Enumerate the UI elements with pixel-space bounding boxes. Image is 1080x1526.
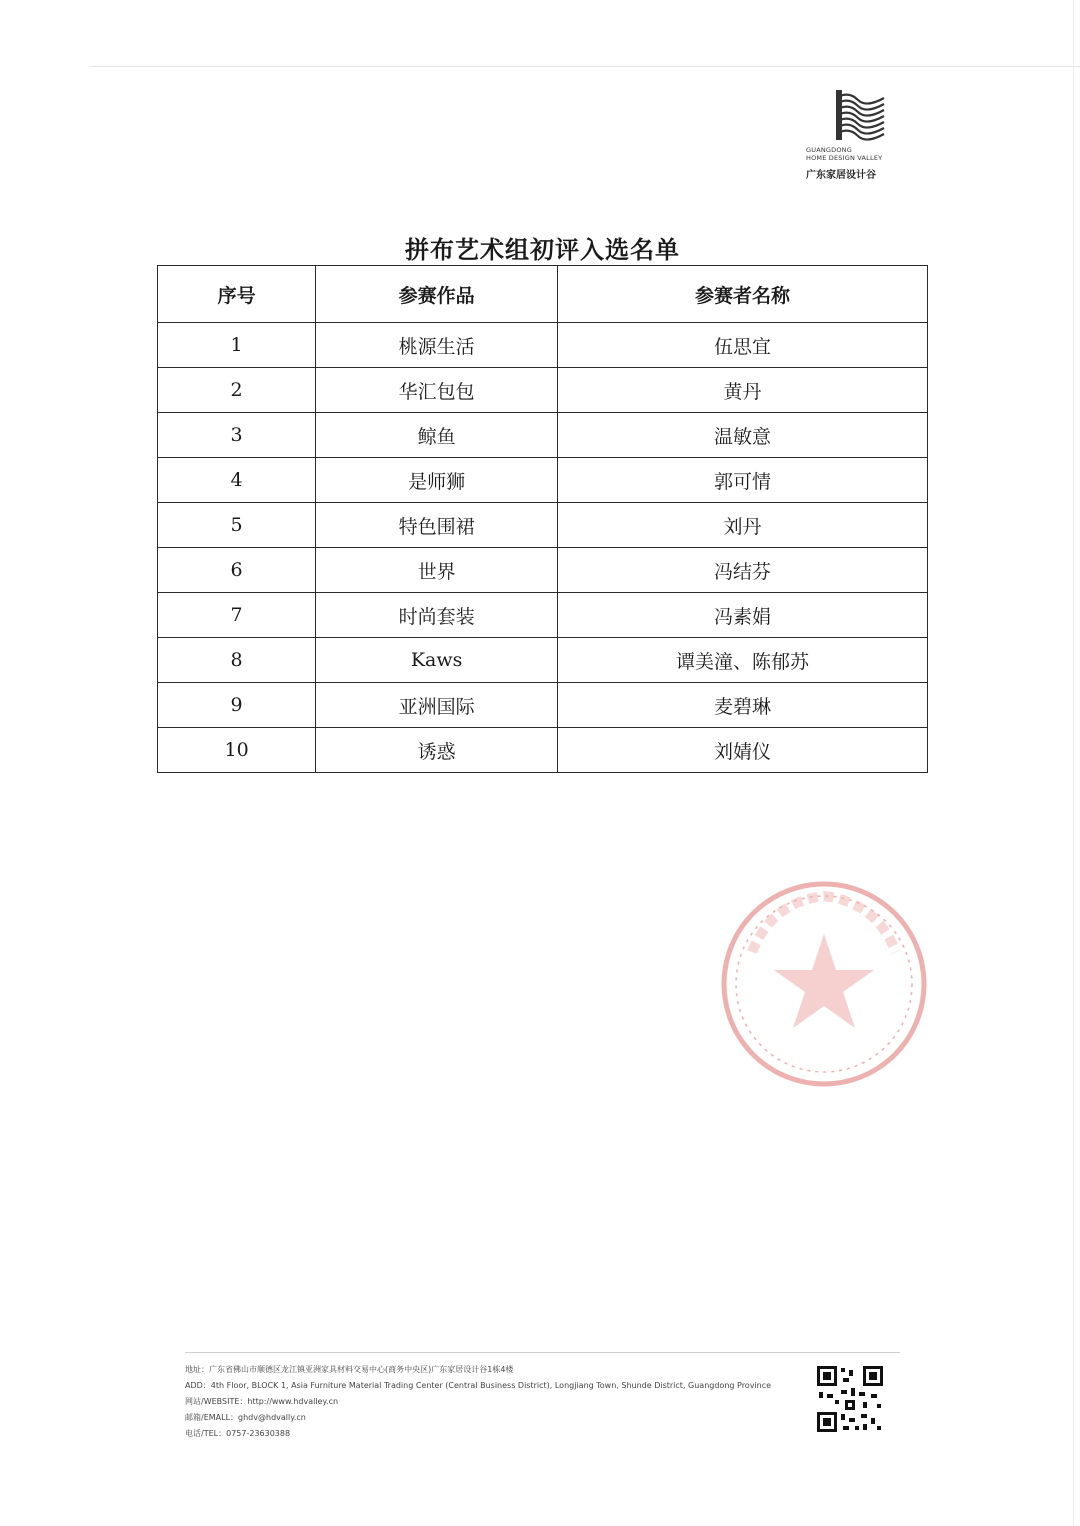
qr-code-icon (815, 1364, 885, 1434)
cell-work: 诱惑 (316, 728, 558, 773)
official-seal-icon (712, 872, 937, 1097)
cell-work: 时尚套装 (316, 593, 558, 638)
cell-number: 10 (158, 728, 316, 773)
footer-divider (185, 1352, 900, 1353)
cell-work: 桃源生活 (316, 323, 558, 368)
logo-chinese-text: 广东家居设计谷 (806, 170, 876, 181)
cell-number: 2 (158, 368, 316, 413)
table-header-row (158, 266, 928, 323)
cell-work: 是师狮 (316, 458, 558, 503)
footer-website: 网站/WEBSITE：http://www.hdvalley.cn (185, 1397, 339, 1406)
cell-participant: 刘丹 (558, 503, 928, 548)
logo-en-line2: HOME DESIGN VALLEY (806, 154, 883, 162)
cell-participant: 刘婧仪 (558, 728, 928, 773)
table-row (158, 368, 928, 413)
header-work: 参赛作品 (316, 266, 558, 323)
cell-work: 亚洲国际 (316, 683, 558, 728)
cell-participant: 郭可情 (558, 458, 928, 503)
company-logo (800, 90, 890, 180)
selection-table (157, 265, 928, 773)
logo-english-text (806, 146, 896, 162)
cell-participant: 麦碧琳 (558, 683, 928, 728)
cell-participant: 伍思宜 (558, 323, 928, 368)
cell-work: Kaws (316, 638, 558, 683)
table-row (158, 503, 928, 548)
document-title: 拼布艺术组初评入选名单 (405, 235, 680, 264)
table-row (158, 323, 928, 368)
cell-number: 6 (158, 548, 316, 593)
cell-participant: 谭美潼、陈郁苏 (558, 638, 928, 683)
cell-participant: 冯素娟 (558, 593, 928, 638)
cell-number: 5 (158, 503, 316, 548)
cell-number: 4 (158, 458, 316, 503)
cell-participant: 冯结芬 (558, 548, 928, 593)
footer-address-cn: 地址：广东省佛山市顺德区龙江镇亚洲家具材料交易中心(商务中央区)广东家居设计谷1栋4楼 (185, 1365, 514, 1374)
header-participant: 参赛者名称 (558, 266, 928, 323)
cell-participant: 温敏意 (558, 413, 928, 458)
cell-number: 1 (158, 323, 316, 368)
cell-number: 8 (158, 638, 316, 683)
table-row (158, 458, 928, 503)
table-row (158, 548, 928, 593)
table-row (158, 683, 928, 728)
cell-number: 9 (158, 683, 316, 728)
page-right-edge (1073, 0, 1074, 1526)
footer-contact (185, 1362, 785, 1442)
table-row (158, 593, 928, 638)
logo-mark-icon (836, 90, 888, 144)
table-row (158, 413, 928, 458)
footer-email: 邮箱/EMALL：ghdv@hdvally.cn (185, 1413, 306, 1422)
table-row (158, 638, 928, 683)
cell-work: 华汇包包 (316, 368, 558, 413)
page-top-edge (90, 66, 1080, 67)
footer-tel: 电话/TEL：0757-23630388 (185, 1429, 291, 1438)
cell-participant: 黄丹 (558, 368, 928, 413)
logo-en-line1: GUANGDONG (806, 146, 852, 154)
cell-number: 7 (158, 593, 316, 638)
cell-work: 鲸鱼 (316, 413, 558, 458)
cell-work: 世界 (316, 548, 558, 593)
cell-number: 3 (158, 413, 316, 458)
footer-address-en: ADD：4th Floor, BLOCK 1, Asia Furniture Material Trading Center (Central Business District), Longjiang Town, Shunde District, Guangdong Province (185, 1381, 772, 1390)
cell-work: 特色围裙 (316, 503, 558, 548)
table-row (158, 728, 928, 773)
header-number: 序号 (158, 266, 316, 323)
